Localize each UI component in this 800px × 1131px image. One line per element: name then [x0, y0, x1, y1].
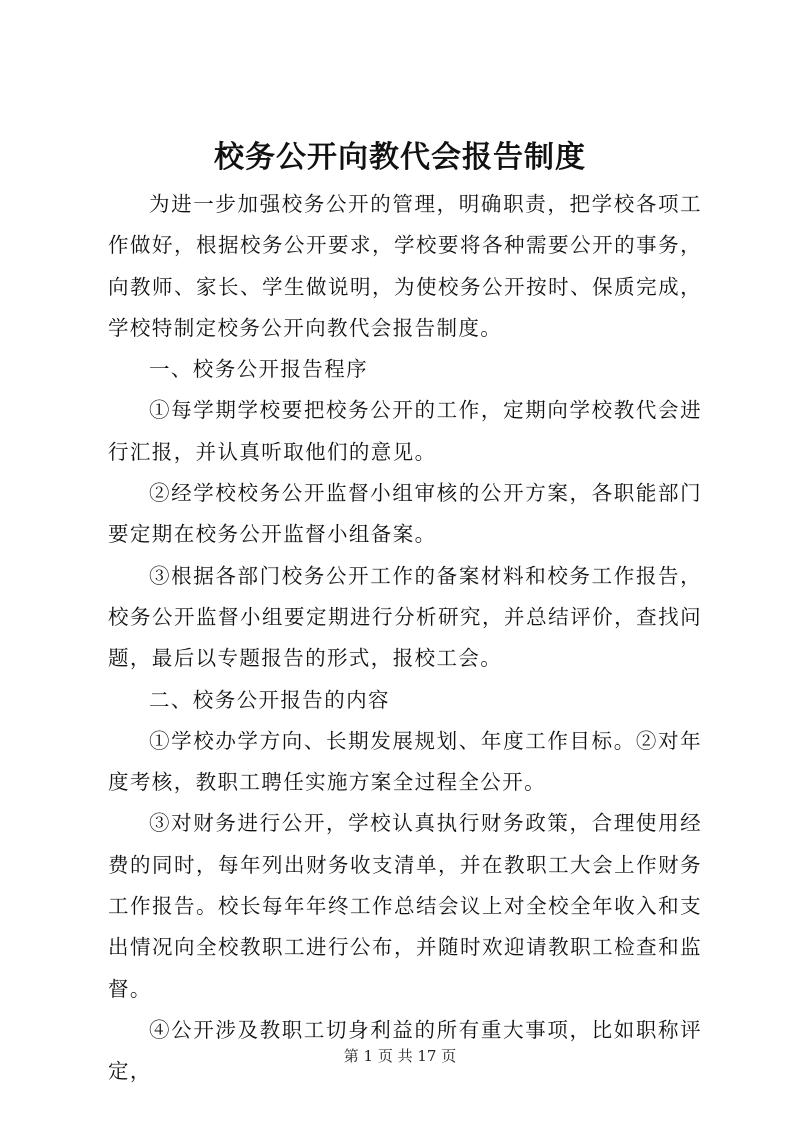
- paragraph-content-3: ③对财务进行公开，学校认真执行财务政策，合理使用经费的同时，每年列出财务收支清单，并在教职工大会上作财务工作报告。校长每年年终工作总结会议上对全校全年收入和支出情况向全校教职工进行公布，并随时欢迎请教职工检查和监督。: [108, 811, 702, 1001]
- section-heading-procedure: 一、校务公开报告程序: [149, 357, 368, 382]
- paragraph-content-1: ①学校办学方向、长期发展规划、年度工作目标。②对年度考核，教职工聘任实施方案全过程全公开。: [108, 728, 702, 795]
- paragraph-procedure-2: ②经学校校务公开监督小组审核的公开方案，各职能部门要定期在校务公开监督小组备案。: [108, 481, 702, 547]
- paragraph-procedure-1: ①每学期学校要把校务公开的工作，定期向学校教代会进行汇报，并认真听取他们的意见。: [108, 398, 702, 464]
- paragraph-intro: 为进一步加强校务公开的管理，明确职责，把学校各项工作做好，根据校务公开要求，学校要将各种需要公开的事务，向教师、家长、学生做说明，为使校务公开按时、保质完成，学校特制定校务公开向教代会报告制度。: [108, 192, 702, 340]
- paragraph-procedure-3: ③根据各部门校务公开工作的备案材料和校务工作报告，校务公开监督小组要定期进行分析研究，并总结评价，查找问题，最后以专题报告的形式，报校工会。: [108, 563, 702, 671]
- section-heading-content: 二、校务公开报告的内容: [149, 687, 390, 712]
- paragraph-content-4: ④公开涉及教职工切身利益的所有重大事项，比如职称评定，: [108, 1017, 702, 1084]
- document-title: 校务公开向教代会报告制度: [214, 140, 586, 175]
- page-number-footer: 第 1 页 共 17 页: [343, 1047, 457, 1065]
- document-body: [108, 184, 702, 1093]
